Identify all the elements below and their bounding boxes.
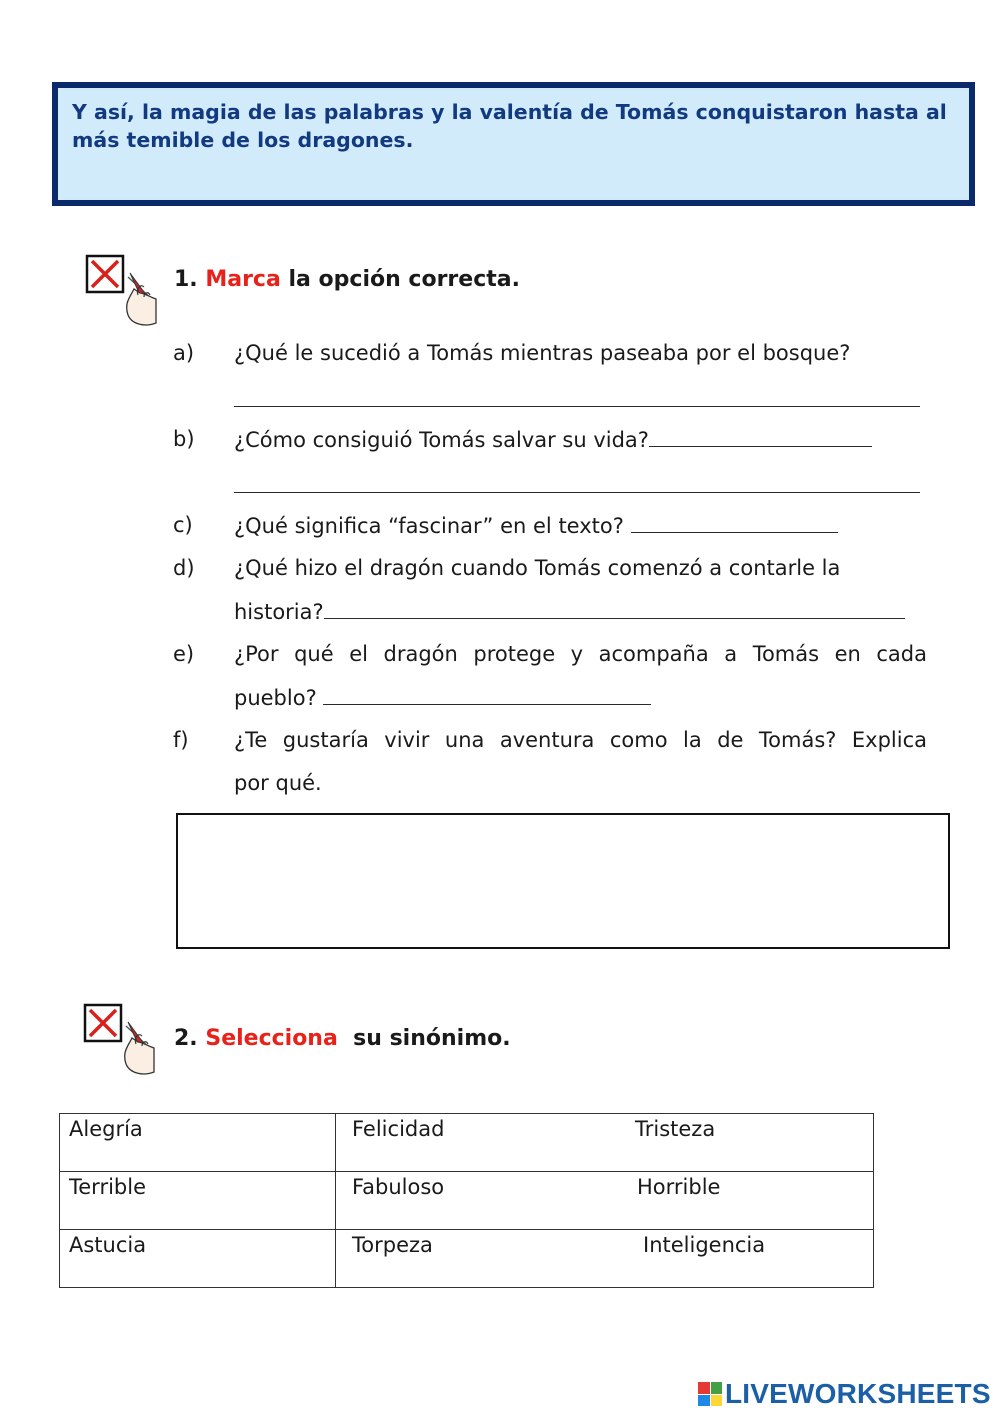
question-f-letter: f)	[173, 728, 189, 752]
answer-a-line[interactable]	[234, 406, 920, 407]
question-e-letter: e)	[173, 642, 195, 666]
question-c-text: ¿Qué significa “fascinar” en el texto?	[234, 514, 624, 538]
question-e-row2	[234, 685, 651, 710]
section-1-title	[174, 267, 520, 292]
section-2-number: 2.	[174, 1026, 198, 1051]
answer-f-box[interactable]	[176, 813, 950, 949]
question-f-text-line2: por qué.	[234, 771, 322, 795]
table-row	[60, 1230, 874, 1288]
question-b-text: ¿Cómo consiguió Tomás salvar su vida?	[234, 428, 649, 452]
question-a-letter: a)	[173, 341, 195, 365]
liveworksheets-logo-text: LIVEWORKSHEETS	[725, 1378, 991, 1409]
question-e-text-line1: ¿Por qué el dragón protege y acompaña a Tomás en cada	[234, 642, 927, 666]
question-d-text-line1: ¿Qué hizo el dragón cuando Tomás comenzó a contarle la	[234, 556, 841, 580]
synonym-option[interactable]: Horrible	[617, 1172, 874, 1230]
question-b-row	[234, 427, 872, 452]
question-d-row2	[234, 599, 905, 624]
answer-b-line[interactable]	[234, 492, 920, 493]
synonym-option[interactable]: Torpeza	[336, 1230, 618, 1288]
liveworksheets-logo	[698, 1378, 991, 1410]
synonym-word: Terrible	[60, 1172, 336, 1230]
question-e-text-line2: pueblo?	[234, 686, 317, 710]
question-c-row	[234, 513, 838, 538]
synonym-option[interactable]: Inteligencia	[617, 1230, 874, 1288]
synonym-word: Astucia	[60, 1230, 336, 1288]
question-d-text-line2: historia?	[234, 600, 324, 624]
answer-e-blank[interactable]	[323, 685, 651, 705]
synonym-option[interactable]: Fabuloso	[336, 1172, 618, 1230]
question-d-letter: d)	[173, 556, 195, 580]
question-b-letter: b)	[173, 427, 195, 451]
section-1-rest: la opción correcta.	[288, 267, 520, 292]
table-row	[60, 1114, 874, 1172]
section-2-title	[174, 1026, 511, 1051]
answer-c-blank[interactable]	[631, 513, 838, 533]
question-a-text: ¿Qué le sucedió a Tomás mientras paseaba por el bosque?	[234, 341, 851, 365]
story-text: Y así, la magia de las palabras y la valentía de Tomás conquistaron hasta al más temible de los dragones.	[72, 100, 947, 152]
synonym-table	[59, 1113, 874, 1288]
section-1-action: Marca	[205, 267, 281, 292]
section-2-rest: su sinónimo.	[353, 1026, 511, 1051]
section-2-action: Selecciona	[205, 1026, 338, 1051]
answer-d-blank[interactable]	[324, 599, 905, 619]
liveworksheets-logo-icon	[698, 1382, 722, 1406]
question-c-letter: c)	[173, 513, 193, 537]
check-mark-icon	[82, 1002, 156, 1076]
synonym-word: Alegría	[60, 1114, 336, 1172]
synonym-option[interactable]: Tristeza	[617, 1114, 874, 1172]
story-box	[52, 82, 975, 206]
question-f-text-line1: ¿Te gustaría vivir una aventura como la de Tomás? Explica	[234, 728, 927, 752]
answer-b-inline-blank[interactable]	[649, 427, 872, 447]
check-mark-icon	[84, 253, 158, 327]
table-row	[60, 1172, 874, 1230]
section-1-number: 1.	[174, 267, 198, 292]
synonym-option[interactable]: Felicidad	[336, 1114, 618, 1172]
